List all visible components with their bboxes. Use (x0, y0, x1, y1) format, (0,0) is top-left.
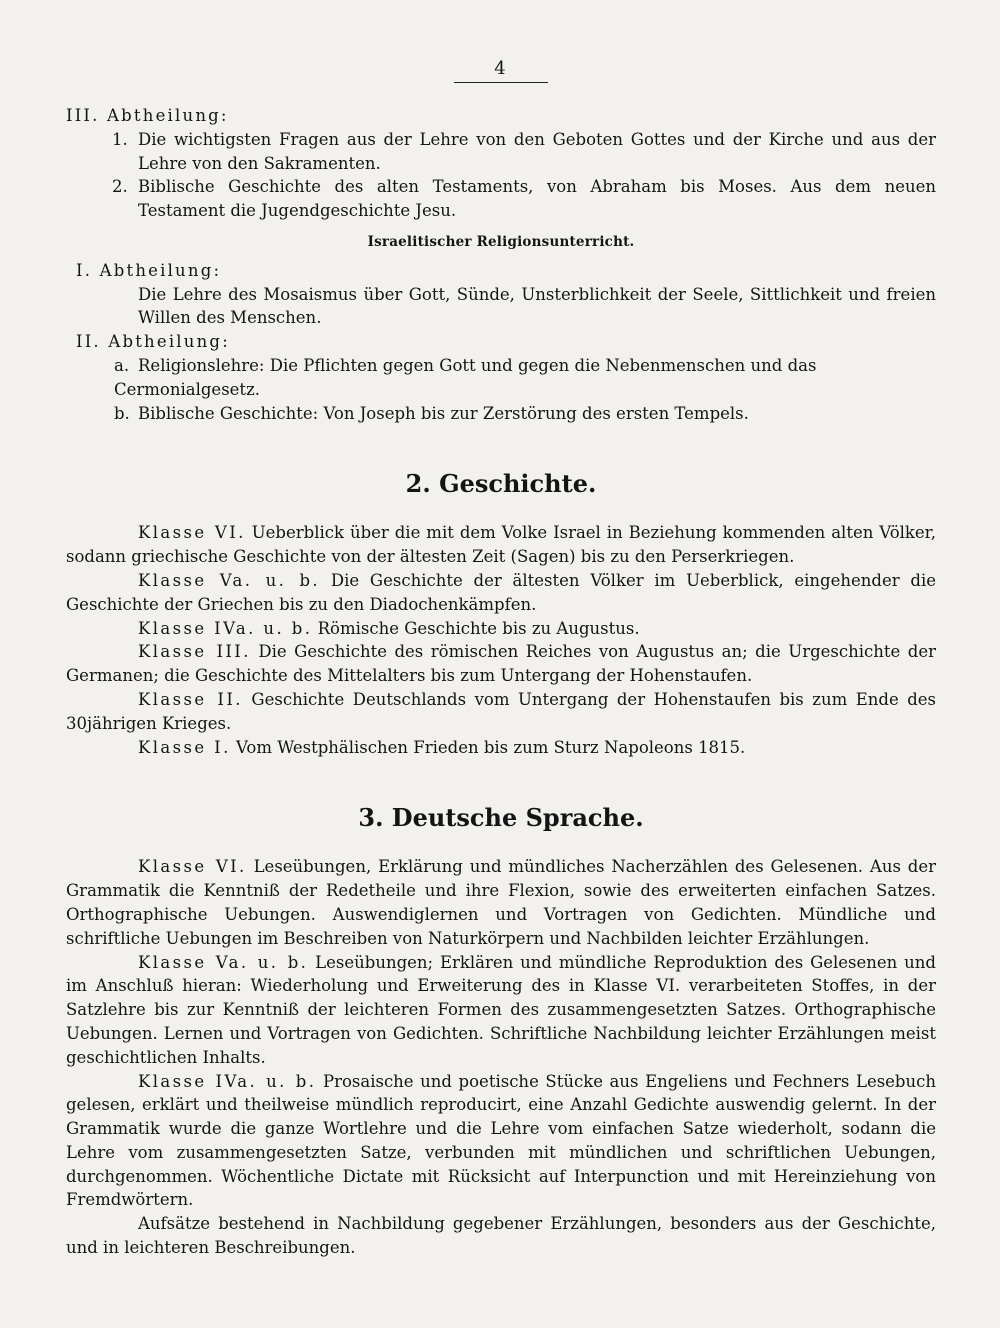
paragraph-text: Geschichte Deutschlands vom Untergang der Hohenstaufen bis zum Ende des 30jährigen Krieges. (66, 689, 937, 733)
klasse-label: Klasse Va. u. b. (138, 952, 309, 972)
isr-abt2-item-label: b. (114, 403, 130, 423)
paragraph-text: Ueberblick über die mit dem Volke Israel in Beziehung kommenden alten Völker, sodann griechische Geschichte von der ältesten Zeit (Sagen) bis zu den Perserkriegen. (66, 523, 936, 567)
deutsch-paragraph (66, 951, 936, 1070)
geschichte-paragraph (66, 736, 936, 760)
deutsch-paragraph (66, 855, 936, 950)
page-number: 4 (494, 58, 506, 79)
paragraph-text: Römische Geschichte bis zu Augustus. (317, 618, 640, 638)
page-number-rule (454, 82, 548, 83)
deutsch-paragraph (66, 1212, 936, 1260)
abt3-item-text: Biblische Geschichte des alten Testaments, von Abraham bis Moses. Aus dem neuen Testament die Jugendgeschichte Jesu. (138, 177, 936, 221)
isr-heading: Israelitischer Religionsunterricht. (367, 233, 635, 250)
isr-abt2-item (114, 354, 936, 402)
klasse-label: Klasse Va. u. b. (138, 570, 321, 590)
paragraph-text: Aufsätze bestehend in Nachbildung gegebener Erzählungen, besonders aus der Geschichte, und in leichteren Beschreibungen. (66, 1214, 936, 1258)
page-content (66, 104, 936, 1260)
paragraph-text: Leseübungen, Erklärung und mündliches Nacherzählen des Gelesenen. Aus der Grammatik die Kenntniß der Redetheile und ihre Flexion, sowie des erweiterten einfachen Satzes. Orthographische Uebungen. Auswendiglernen und Vortragen von Gedichten. Mündliche und schriftliche Uebungen im Beschreiben von Naturkörpern und Nachbilden leichter Erzählungen. (66, 857, 936, 948)
paragraph-text: Die Geschichte des römischen Reiches von Augustus an; die Urgeschichte der Germanen; die Geschichte des Mittelalters bis zum Untergang der Hohenstaufen. (66, 642, 937, 686)
deutsch-heading: 3. Deutsche Sprache. (358, 803, 644, 833)
klasse-label: Klasse III. (138, 642, 251, 662)
deutsch-paragraph (66, 1070, 936, 1213)
isr-abt2-item (114, 402, 936, 426)
geschichte-paragraph (66, 617, 936, 641)
isr-abt2-heading: II. Abtheilung: (76, 332, 230, 352)
klasse-label: Klasse IVa. u. b. (138, 618, 313, 638)
klasse-label: Klasse II. (138, 689, 243, 709)
isr-abt2-item-text: Biblische Geschichte: Von Joseph bis zur Zerstörung des ersten Tempels. (138, 403, 749, 423)
geschichte-paragraph (66, 640, 936, 688)
klasse-label: Klasse VI. (138, 857, 247, 877)
abt3-item (112, 128, 936, 176)
paragraph-text: Leseübungen; Erklären und mündliche Reproduktion des Gelesenen und im Anschluß hieran: Wiederholung und Erweiterung des in Klasse VI. verarbeiteten Stoffes, in der Satzlehre bis zur Kenntniß der leichteren Formen des zusammengesetzten Satzes. Orthographische Uebungen. Lernen und Vortragen von Gedichten. Schriftliche Nachbildung leichter Erzählungen meist geschichtlichen Inhalts. (66, 952, 936, 1067)
abt3-item-num: 1. (112, 129, 128, 149)
abt3-item-num: 2. (112, 177, 128, 197)
paragraph-text: Prosaische und poetische Stücke aus Engeliens und Fechners Lesebuch gelesen, erklärt und theilweise mündlich reproducirt, eine Anzahl Gedichte auswendig gelernt. In der Grammatik wurde die ganze Wortlehre und die Lehre vom einfachen Satze wiederholt, sodann die Lehre vom zusammengesetzten Satze, verbunden mit mündlichen und schriftlichen Uebungen, durchgenommen. Wöchentliche Dictate mit Rücksicht auf Interpunction und mit Hereinziehung von Fremdwörtern. (66, 1071, 936, 1210)
abt3-item (112, 175, 936, 223)
paragraph-text: Die Geschichte der ältesten Völker im Ueberblick, eingehender die Geschichte der Griechen bis zu den Diadochenkämpfen. (66, 570, 936, 614)
klasse-label: Klasse VI. (138, 523, 246, 543)
isr-abt1-heading: I. Abtheilung: (76, 260, 222, 280)
geschichte-paragraph (66, 521, 936, 569)
isr-abt2-item-label: a. (114, 355, 130, 375)
klasse-label: Klasse I. (138, 737, 231, 757)
abt3-item-text: Die wichtigsten Fragen aus der Lehre von den Geboten Gottes und der Kirche und aus der Lehre von den Sakramenten. (138, 129, 936, 173)
isr-abt1-text: Die Lehre des Mosaismus über Gott, Sünde, Unsterblichkeit der Seele, Sittlichkeit und freien Willen des Menschen. (138, 284, 936, 328)
isr-abt2-item-text: Religionslehre: Die Pflichten gegen Gott und gegen die Nebenmenschen und das Cermonialgesetz. (114, 355, 817, 399)
klasse-label: Klasse IVa. u. b. (138, 1071, 317, 1091)
geschichte-paragraph (66, 569, 936, 617)
geschichte-paragraph (66, 688, 936, 736)
geschichte-heading: 2. Geschichte. (405, 469, 597, 499)
paragraph-text: Vom Westphälischen Frieden bis zum Sturz Napoleons 1815. (236, 737, 746, 757)
abt3-heading: III. Abtheilung: (66, 106, 229, 125)
